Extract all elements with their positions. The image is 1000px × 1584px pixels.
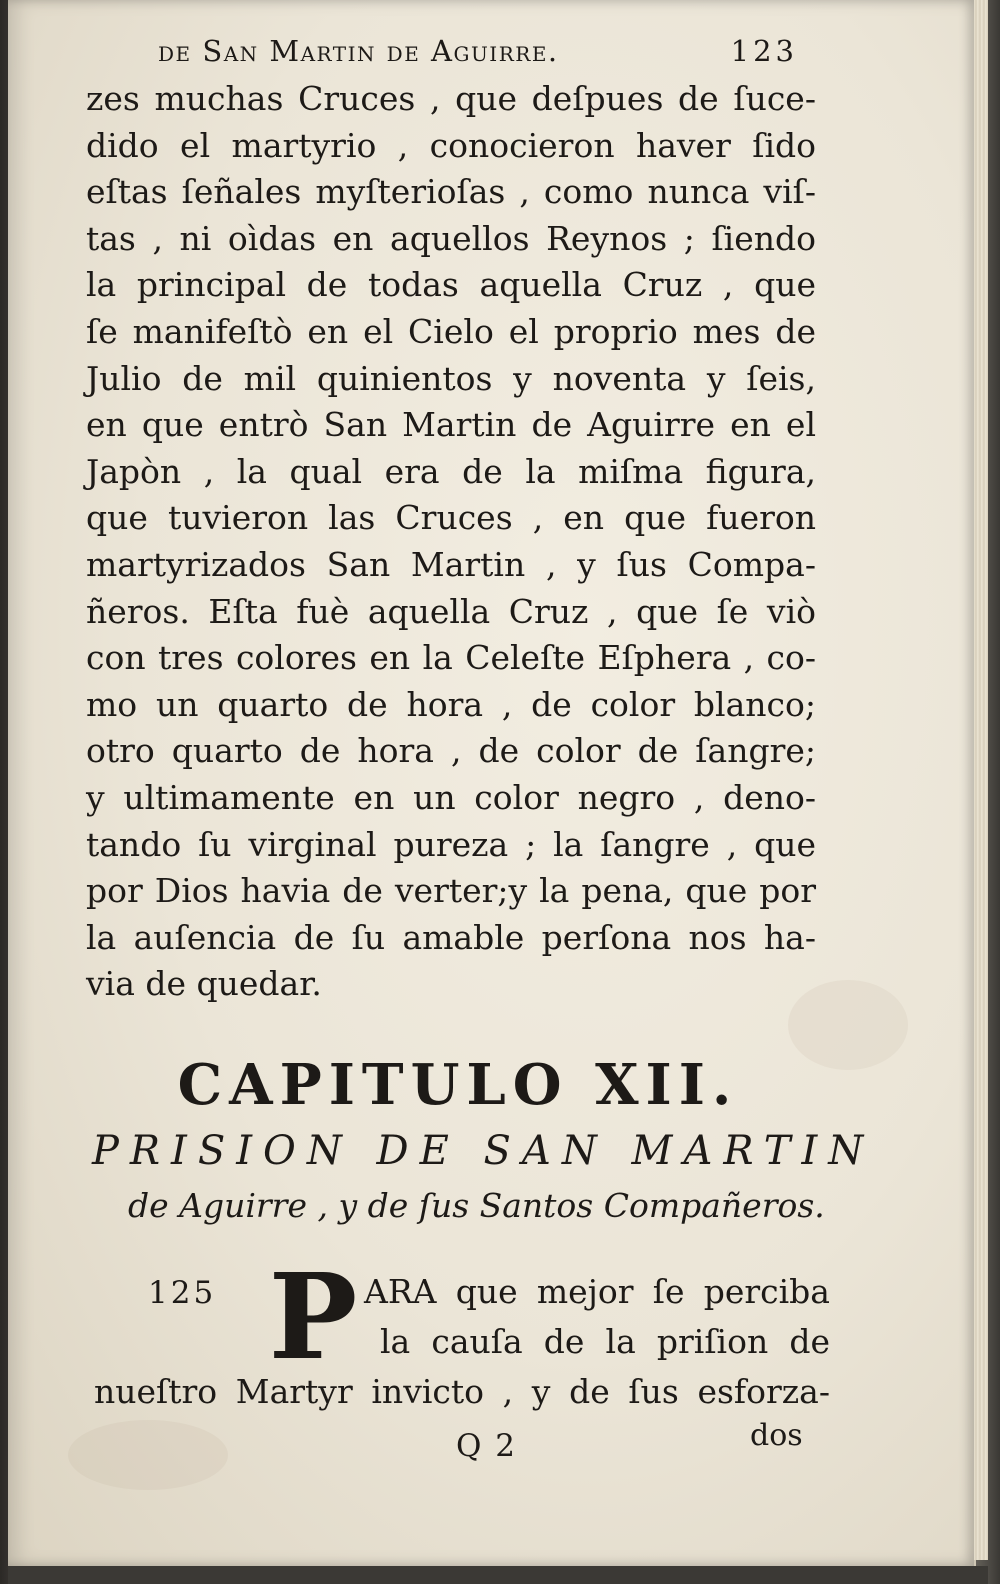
text-line: otro quarto de hora , de color de ſangre; — [86, 731, 816, 771]
drop-cap: P — [268, 1247, 358, 1386]
text-line: tas , ni oìdas en aquellos Reynos ; ſiendo — [86, 218, 816, 258]
paragraph-line: nueſtro Martyr invicto , y de ſus esforza- — [94, 1372, 830, 1411]
text-line: martyrizados San Martin , y ſus Compa- — [86, 544, 816, 584]
text-line: zes muchas Cruces , que deſpues de ſuce- — [86, 79, 816, 118]
text-line: ſe manifeſtò en el Cielo el proprio mes de — [86, 311, 816, 351]
text-line: mo un quarto de hora , de color blanco; — [86, 684, 816, 724]
catchword: dos — [750, 1418, 803, 1453]
body-text — [86, 76, 816, 1008]
page-number: 123 — [730, 34, 798, 68]
paragraph-number: 125 — [148, 1275, 217, 1311]
paragraph-line: la cauſa de la priſion de — [380, 1322, 830, 1361]
text-line: Japòn , la qual era de la miſma figura, — [86, 451, 816, 491]
running-head-title: de San Martin de Aguirre. — [158, 34, 559, 68]
signature-mark: Q 2 — [456, 1428, 517, 1464]
chapter-heading: CAPITULO XII. — [177, 1052, 739, 1118]
chapter-subtitle: PRISION DE SAN MARTIN — [92, 1128, 875, 1174]
text-line: eſtas ſeñales myſterioſas , como nunca viſ- — [86, 172, 816, 212]
book-page — [8, 0, 976, 1566]
page-edge — [974, 0, 988, 1560]
text-line: con tres colores en la Celeſte Eſphera , co- — [86, 638, 816, 678]
text-line: Julio de mil quinientos y noventa y ſeis, — [86, 358, 816, 398]
text-line: la auſencia de ſu amable perſona nos ha- — [86, 917, 816, 957]
text-line: la principal de todas aquella Cruz , que — [86, 265, 816, 305]
text-line: que tuvieron las Cruces , en que fueron — [86, 498, 816, 538]
paper-stain — [68, 1420, 228, 1490]
text-line: dido el martyrio , conocieron haver ſido — [86, 125, 816, 165]
text-line: en que entrò San Martin de Aguirre en el — [86, 405, 816, 445]
chapter-subtitle-continued: de Aguirre , y de ſus Santos Compañeros. — [128, 1186, 825, 1225]
paragraph-line: ARA que mejor ſe perciba — [364, 1272, 830, 1311]
text-line: via de quedar. — [86, 964, 322, 1004]
text-line: y ultimamente en un color negro , deno- — [86, 777, 816, 817]
text-line: ñeros. Eſta fuè aquella Cruz , que ſe viò — [86, 591, 816, 631]
bottom-edge — [8, 1566, 988, 1584]
text-line: tando ſu virginal pureza ; la ſangre , que — [86, 824, 816, 864]
text-line: por Dios havia de verter;y la pena, que por — [86, 871, 816, 911]
running-head — [158, 30, 798, 78]
